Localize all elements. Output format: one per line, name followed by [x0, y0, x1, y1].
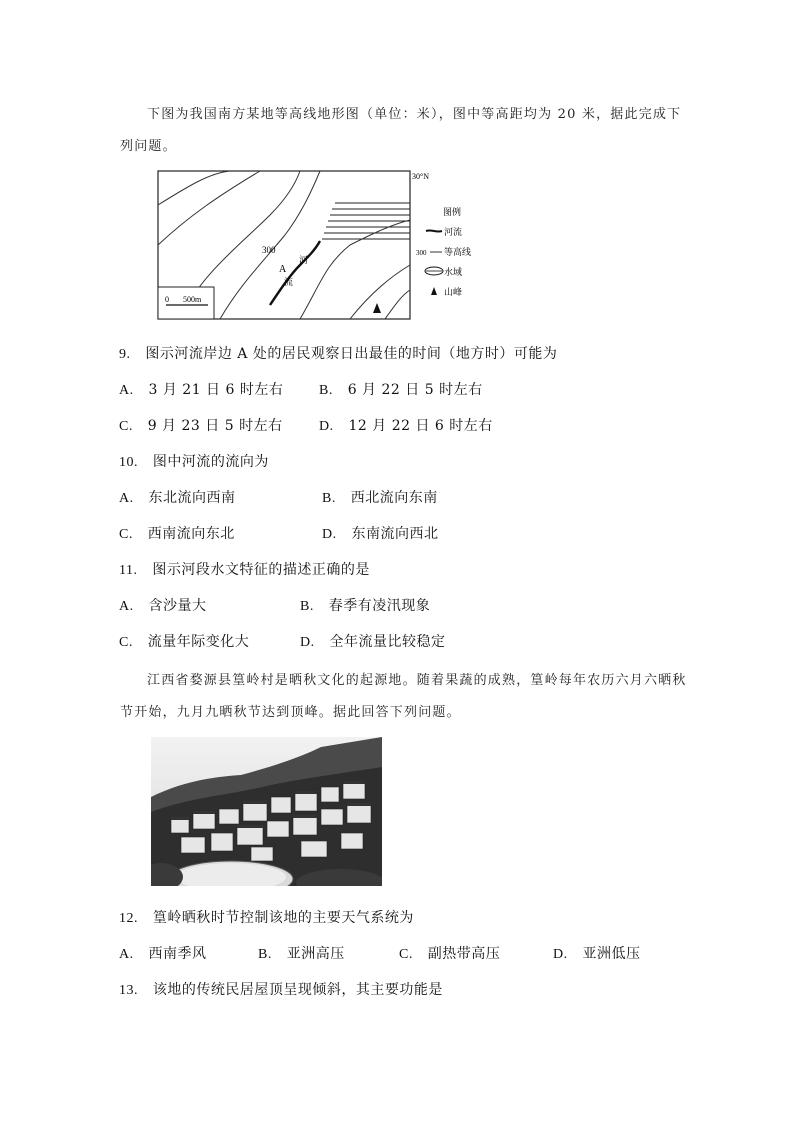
q10-option-d: D. 东南流向西北: [322, 526, 439, 542]
contour-map: [150, 165, 480, 325]
question-10: [119, 451, 269, 471]
intro2-line1: 江西省婺源县篁岭村是晒秋文化的起源地。随着果蔬的成熟，篁岭每年农历六月六晒秋: [147, 673, 687, 688]
river-label-1: 河: [299, 255, 309, 265]
peak-legend-icon: [431, 287, 437, 295]
legend-water: 水域: [444, 267, 463, 277]
q9-option-a: A. 3 月 21 日 6 时左右: [119, 382, 284, 398]
scale-value: 500m: [183, 295, 202, 304]
q9-option-b: B. 6 月 22 日 5 时左右: [319, 382, 483, 398]
question-9-number: 9.: [119, 347, 131, 362]
river-line-icon: [426, 230, 442, 231]
question-13-number: 13.: [119, 983, 138, 998]
q11-option-d: D. 全年流量比较稳定: [300, 634, 446, 650]
map-legend: [416, 206, 471, 297]
q9-option-c: C. 9 月 23 日 5 时左右: [119, 418, 283, 434]
legend-title: 图例: [443, 207, 462, 217]
intro2-line2: 节开始，九月九晒秋节达到顶峰。据此回答下列问题。: [120, 705, 461, 720]
q9-option-d: D. 12 月 22 日 6 时左右: [319, 418, 493, 434]
latitude-label: 30°N: [412, 172, 429, 181]
question-11: [119, 559, 370, 579]
contour-value-label: 300: [262, 245, 276, 255]
intro1-line2: 列问题。: [120, 139, 177, 154]
q12-option-c: C. 副热带高压: [399, 946, 501, 962]
legend-contour-prefix: 300: [416, 249, 427, 257]
question-12-number: 12.: [119, 911, 138, 926]
q10-option-b: B. 西北流向东南: [322, 490, 438, 506]
q11-option-a: A. 含沙量大: [119, 598, 207, 614]
legend-river: 河流: [444, 227, 463, 237]
q12-option-a: A. 西南季风: [119, 946, 207, 962]
question-11-text: 图示河段水文特征的描述正确的是: [152, 562, 370, 578]
q11-option-b: B. 春季有凌汛现象: [300, 598, 431, 614]
legend-peak: 山峰: [444, 287, 463, 297]
q11-option-c: C. 流量年际变化大: [119, 634, 250, 650]
question-10-text: 图中河流的流向为: [152, 454, 269, 470]
question-11-number: 11.: [119, 563, 138, 578]
point-a-label: A: [279, 264, 287, 275]
scale-zero: 0: [165, 295, 169, 304]
q12-option-b: B. 亚洲高压: [258, 946, 345, 962]
question-9: [119, 343, 557, 363]
q10-option-c: C. 西南流向东北: [119, 526, 235, 542]
river-label-2: 流: [284, 277, 294, 287]
q10-option-a: A. 东北流向西南: [119, 490, 236, 506]
question-13: [119, 979, 443, 999]
village-photo: [151, 737, 382, 886]
question-13-text: 该地的传统民居屋顶呈现倾斜，其主要功能是: [152, 982, 443, 998]
q12-option-d: D. 亚洲低压: [553, 946, 641, 962]
question-12: [119, 907, 414, 927]
question-10-number: 10.: [119, 455, 138, 470]
question-9-text: 图示河流岸边 A 处的居民观察日出最佳的时间（地方时）可能为: [145, 346, 558, 362]
question-12-text: 篁岭晒秋时节控制该地的主要天气系统为: [152, 910, 414, 926]
legend-contour: 等高线: [444, 247, 472, 257]
intro1-line1: 下图为我国南方某地等高线地形图（单位：米），图中等高距均为 20 米，据此完成下: [147, 107, 682, 122]
